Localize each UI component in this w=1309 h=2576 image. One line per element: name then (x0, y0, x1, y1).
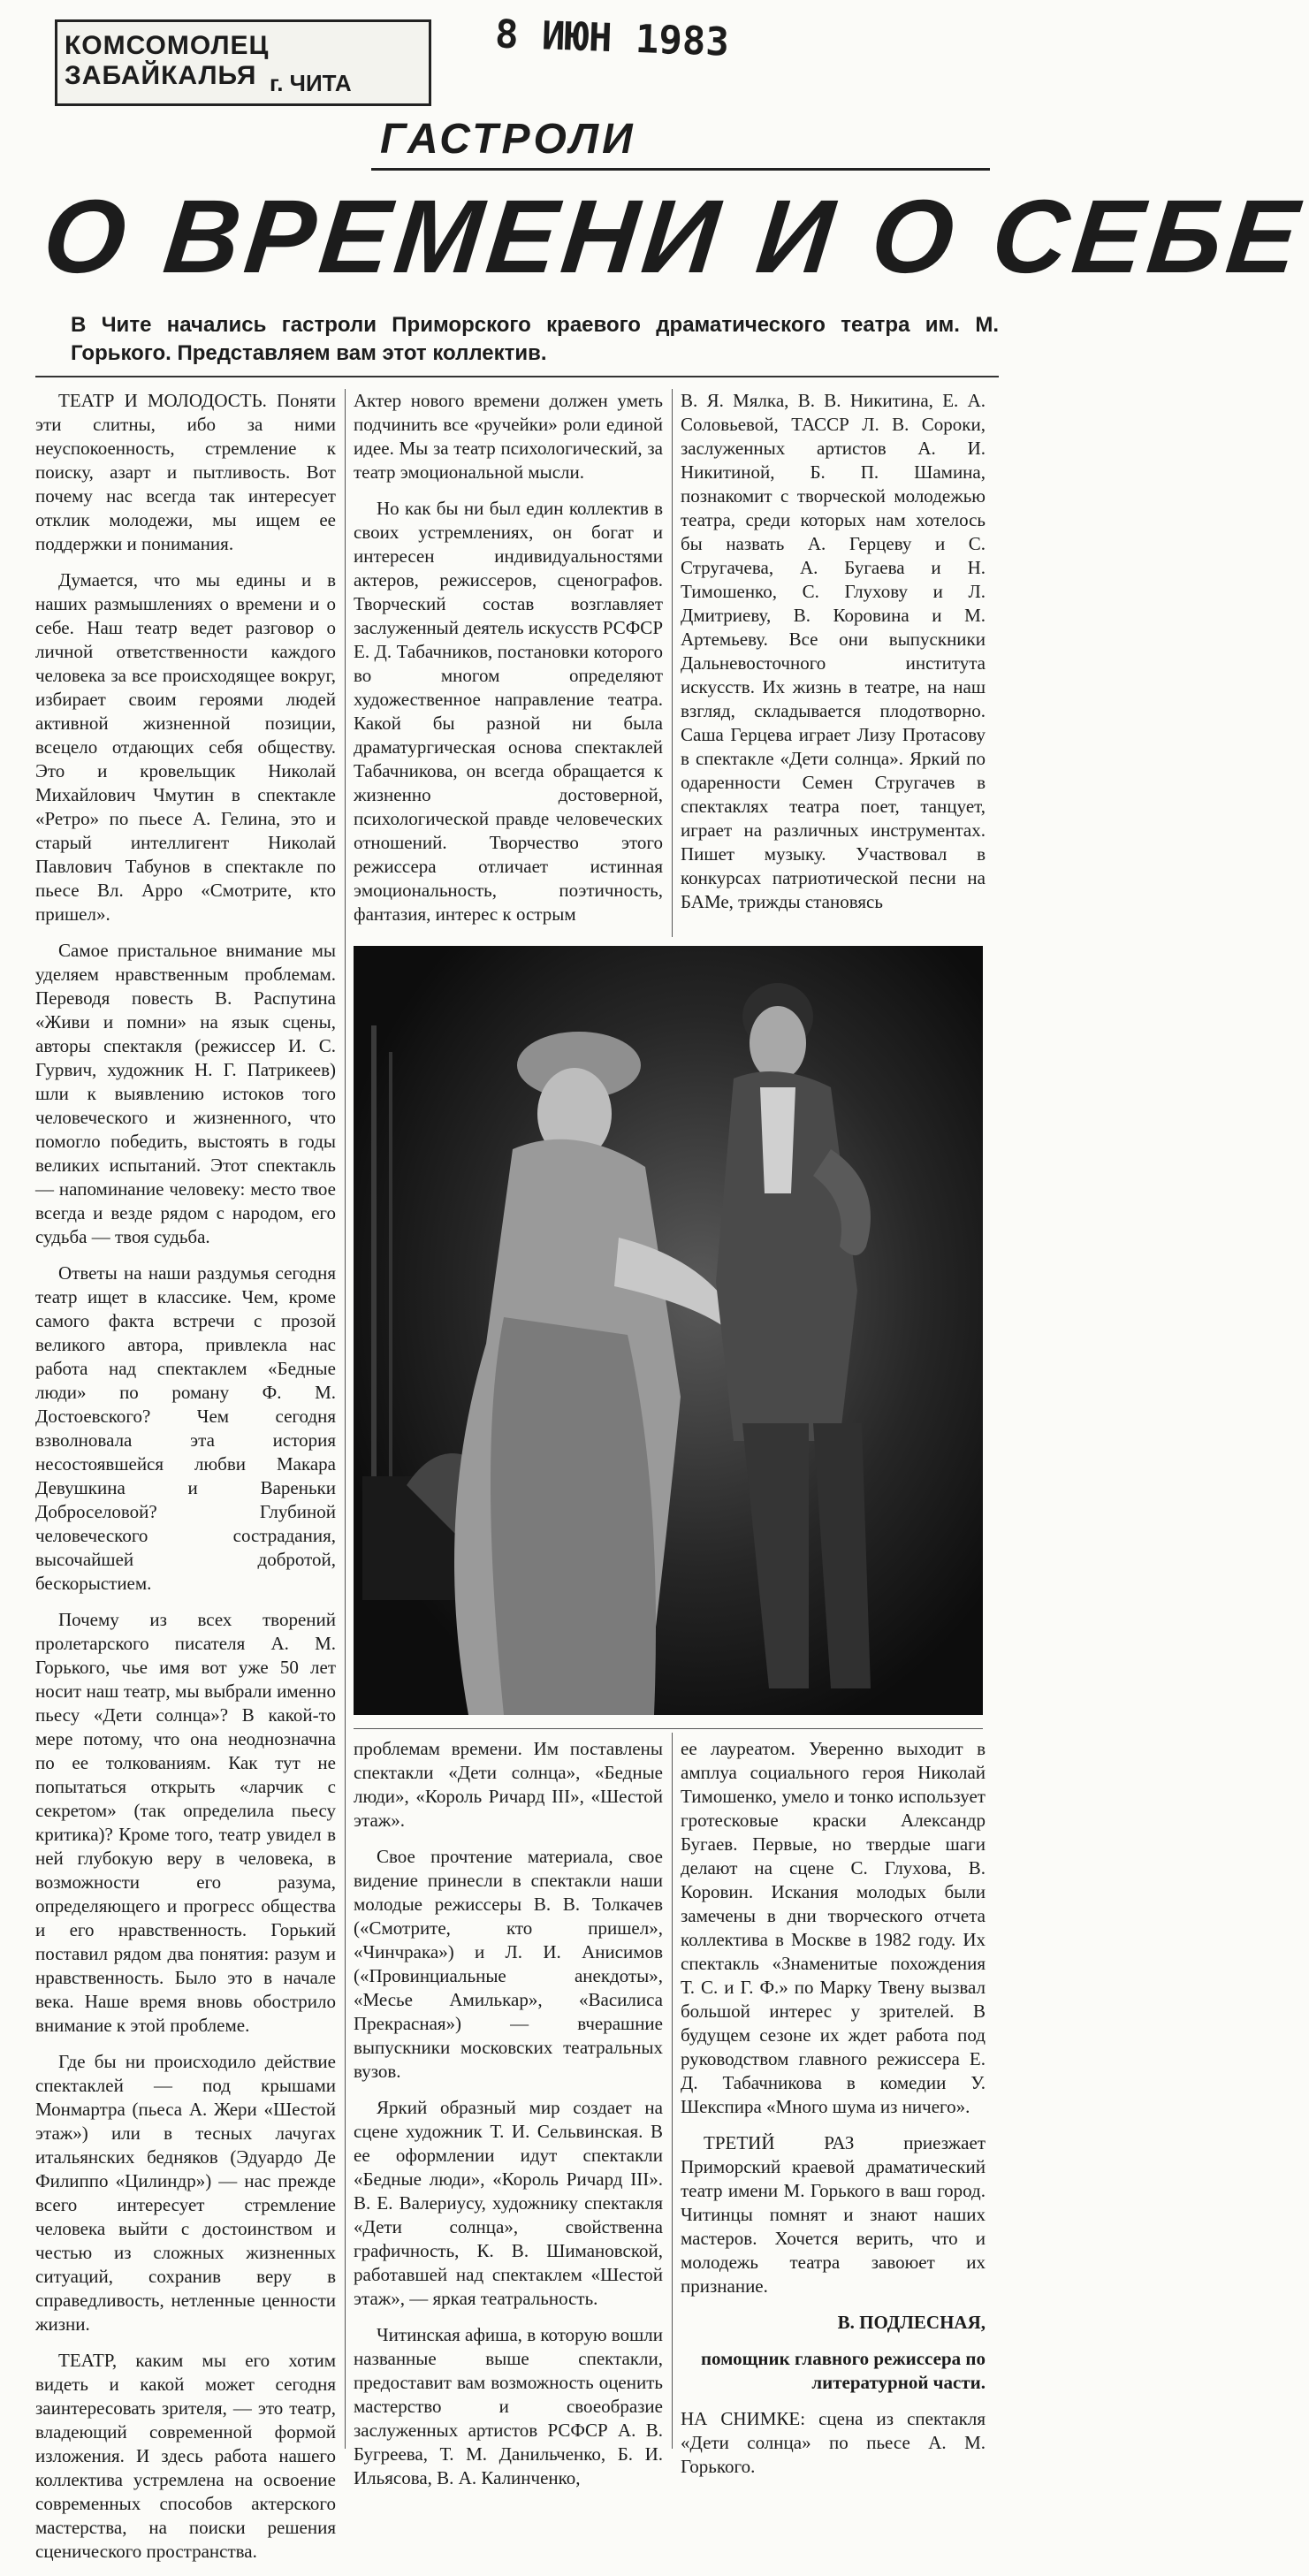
paragraph: Читинская афиша, в которую вошли названные выше спектакли, предоставит вам возможность оценить мастерство и своеобразие заслуженных артистов РСФСР А. В. Бугреева, Т. М. Данильченко, Б. И. Ильясова, В. А. Калинченко, (354, 2324, 663, 2488)
author-role: помощник главного режиссера по литературной части. (700, 2348, 986, 2393)
column-divider (672, 1733, 673, 2449)
paragraph: Актер нового времени должен уметь подчинить все «ручейки» роли единой идее. Мы за театр психологический, за театр эмоциональной мысли. (354, 390, 663, 483)
paragraph: ТРЕТИЙ РАЗ приезжает Приморский краевой драматический театр имени М. Горького в ваш город. Читинцы помнят и знают наших мастеров. Хочется верить, что и молодежь театра завоюет их признание. (681, 2132, 986, 2297)
paragraph: Думается, что мы едины и в наших размышлениях о времени и о себе. Наш театр ведет разговор о личной ответственности каждого человека за все происходящее вокруг, избирает своим героями людей активной жизненной позиции, всецело отдающих себя обществу. Это и кровельщик Николай Михайлович Чмутин в спектакле «Ретро» по пьесе А. Гелина, это и старый интеллигент Николай Павлович Табунов в спектакле по пьесе Вл. Арро «Смотрите, кто пришел». (35, 569, 336, 925)
paragraph: Почему из всех творений пролетарского писателя А. М. Горького, чье имя вот уже 50 лет носит наш театр, мы выбрали именно пьесу «Дети солнца»? В какой-то мере потому, что она неоднозначна по ее толкованиям. Как тут не попытаться открыть «ларчик с секретом» (так определила пьесу критика)? Кроме того, театр увидел в ней глубокую веру в человека, в возможности его разума, определяющего и прогресс общества и его нравственность. Горький поставил рядом два понятия: разум и нравственность. Было это в начале века. Наше время вновь обострило внимание к этой проблеме. (35, 1609, 336, 2036)
paragraph: Но как бы ни был един коллектив в своих устремлениях, он богат и интересен индивидуальностями актеров, режиссеров, сценографов. Творческий состав возглавляет заслуженный деятель искусств РСФСР Е. Д. Табачников, постановки которого во многом определяют художественное направление театра. Какой бы разной ни была драматургическая основа спектаклей Табачникова, он всегда обращается к жизненно достоверной, психологической правде человеческих отношений. Творчество этого режиссера отличает истинная эмоциональность, поэтичность, фантазия, интерес к острым (354, 498, 663, 925)
photo-bottom-rule (354, 1728, 983, 1729)
paragraph: ТЕАТР И МОЛОДОСТЬ. Поняти эти слитны, ибо за ними неуспокоенность, стремление к поиску, азарт и пытливость. Вот почему нас всегда так интересует отклик молодежи, мы ищем ее поддержки и понимания. (35, 390, 336, 554)
stage-photo (354, 946, 983, 1715)
stage-scene-illustration (354, 946, 983, 1715)
column-divider (672, 389, 673, 937)
column-divider (345, 389, 346, 2449)
newspaper-stamp (55, 19, 431, 106)
paragraph: ТЕАТР, каким мы его хотим видеть и какой может сегодня заинтересовать зрителя, — это театр, владеющий современной формой изложения. И здесь работа нашего коллектива устремлена на освоение современных способов актерского мастерства, на поиски решения сценического пространства. (35, 2350, 336, 2562)
column-2-lower (354, 1737, 663, 2503)
lead-divider (35, 376, 999, 377)
paragraph: проблемам времени. Им поставлены спектакли «Дети солнца», «Бедные люди», «Король Ричард III», «Шестой этаж». (354, 1738, 663, 1831)
rubric: ГАСТРОЛИ (380, 116, 636, 163)
column-3-lower (681, 1737, 986, 2491)
column-3 (681, 389, 986, 926)
column-1 (35, 389, 336, 2576)
paragraph: Ответы на наши раздумья сегодня театр ищет в классике. Чем, кроме самого факта встречи с прозой великого автора, привлекла нас работа над спектаклем «Бедные люди» по роману Ф. М. Достоевского? Чем сегодня взволновала эта история несостоявшейся любви Макара Девушкина и Вареньки Доброселовой? Глубиной человеческого сострадания, высочайшей добротой, бескорыстием. (35, 1262, 336, 1594)
paragraph: Яркий образный мир создает на сцене художник Т. И. Сельвинская. В ее оформлении идут спектакли «Бедные люди», «Король Ричард III». В. Е. Валериусу, художнику спектакля «Дети солнца», свойственна графичность, К. В. Шимановской, работавшей над спектаклем «Шестой этаж», — яркая театральность. (354, 2097, 663, 2309)
lead-paragraph: В Чите начались гастроли Приморского краевого драматического театра им. М. Горького. Представляем вам этот коллектив. (71, 313, 999, 365)
paragraph: В. Я. Мялка, В. В. Никитина, Е. А. Соловьевой, ТАССР Л. В. Сороки, заслуженных артистов А. И. Никитиной, Б. П. Шамина, познакомит с творческой молодежью театра, среди которых нам хотелось бы назвать А. Герцеву и С. Стругачева, А. Бугаева и Н. Тимошенко, С. Глухову и Л. Дмитриеву, В. Коровина и М. Артемьеву. Все они выпускники Дальневосточного института искусств. Их жизнь в театре, на наш взгляд, складывается плодотворно. Саша Герцева играет Лизу Протасову в спектакле «Дети солнца». Яркий по одаренности Семен Стругачев в спектаклях театра поет, танцует, играет на различных инструментах. Пишет музыку. Участвовал в конкурсах патриотической песни на БАМе, трижды становясь (681, 390, 986, 912)
newspaper-city: г. ЧИТА (270, 70, 352, 96)
paragraph: Самое пристальное внимание мы уделяем нравственным проблемам. Переводя повесть В. Распутина «Живи и помни» на язык сцены, авторы спектакля (режиссер И. С. Гурвич, художник Н. Г. Патрикеев) шли к выявлению истоков того человеческого и жизненного, что помогло победить, выстоять в годы великих испытаний. Этот спектакль — напоминание человеку: место твое всегда и везде рядом с народом, его судьба — твоя судьба. (35, 940, 336, 1247)
paragraph: Где бы ни происходило действие спектаклей — под крышами Монмартра (пьеса А. Жери «Шестой этаж») или в тесных лачугах итальянских бедняков (Эдуардо Де Филиппо «Цилиндр») — нас прежде всего интересует стремление человека выйти с достоинством и честью из сложных жизненных ситуаций, сохранив веру в справедливость, нетленные ценности жизни. (35, 2051, 336, 2335)
headline: О ВРЕМЕНИ И О СЕБЕ (38, 179, 1309, 295)
date-stamp: 8 ИЮН 1983 (494, 11, 730, 65)
newspaper-name: КОМСОМОЛЕЦ ЗАБАЙКАЛЬЯ (65, 31, 270, 90)
author-name: В. ПОДЛЕСНАЯ, (837, 2312, 986, 2333)
paragraph: ее лауреатом. Уверенно выходит в амплуа социального героя Николай Тимошенко, умело и тонко использует гротесковые краски Александр Бугаев. Первые, но твердые шаги делают на сцене С. Глухова, В. Коровин. Искания молодых были замечены в дни творческого отчета коллектива в Москве в 1982 году. Их спектакль «Знаменитые похождения Т. С. и Г. Ф.» по Марку Твену вызвал большой интерес у зрителей. В будущем сезоне их ждет работа под руководством главного режиссера Е. Д. Табачникова в комедии У. Шекспира «Много шума из ничего». (681, 1738, 986, 2117)
paragraph: Свое прочтение материала, свое видение принесли в спектакли наши молодые режиссеры В. В. Толкачев («Смотрите, кто пришел», «Чинчрака») и Л. И. Анисимов («Провинциальные анекдоты», «Месье Амилькар», «Василиса Прекрасная») — вчерашние выпускники московских театральных вузов. (354, 1846, 663, 2082)
column-2 (354, 389, 663, 939)
rubric-underline (371, 168, 990, 171)
photo-caption: НА СНИМКЕ: сцена из спектакля «Дети солнца» по пьесе А. М. Горького. (681, 2408, 986, 2477)
